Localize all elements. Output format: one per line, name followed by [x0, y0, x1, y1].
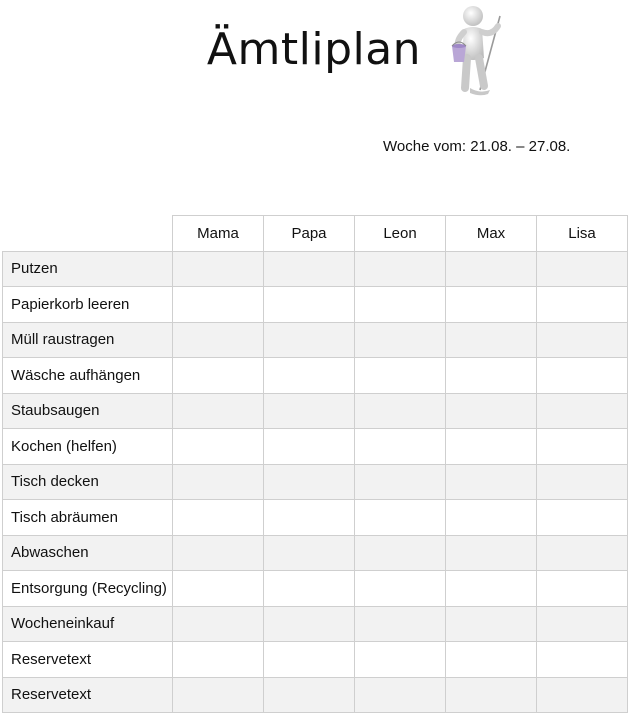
table-row	[3, 535, 628, 571]
assignment-cell[interactable]	[537, 251, 628, 287]
assignment-cell[interactable]	[537, 464, 628, 500]
assignment-cell[interactable]	[537, 358, 628, 394]
assignment-cell[interactable]	[446, 322, 537, 358]
assignment-cell[interactable]	[173, 571, 264, 607]
assignment-cell[interactable]	[173, 642, 264, 678]
assignment-cell[interactable]	[537, 393, 628, 429]
assignment-cell[interactable]	[355, 606, 446, 642]
assignment-cell[interactable]	[173, 606, 264, 642]
assignment-cell[interactable]	[355, 677, 446, 713]
column-header-mama: Mama	[173, 216, 264, 252]
assignment-cell[interactable]	[355, 393, 446, 429]
assignment-cell[interactable]	[446, 287, 537, 323]
assignment-cell[interactable]	[537, 429, 628, 465]
table-row	[3, 464, 628, 500]
assignment-cell[interactable]	[355, 642, 446, 678]
assignment-cell[interactable]	[355, 535, 446, 571]
assignment-cell[interactable]	[355, 358, 446, 394]
column-header-max: Max	[446, 216, 537, 252]
assignment-cell[interactable]	[173, 322, 264, 358]
assignment-cell[interactable]	[446, 393, 537, 429]
assignment-cell[interactable]	[446, 429, 537, 465]
task-label: Reservetext	[3, 677, 173, 713]
assignment-cell[interactable]	[264, 535, 355, 571]
assignment-cell[interactable]	[264, 287, 355, 323]
week-range-label: Woche vom: 21.08. – 27.08.	[383, 138, 571, 155]
assignment-cell[interactable]	[446, 677, 537, 713]
task-label: Tisch abräumen	[3, 500, 173, 536]
assignment-cell[interactable]	[446, 358, 537, 394]
table-row	[3, 500, 628, 536]
cleaner-with-mop-and-bucket-icon	[440, 2, 510, 98]
assignment-cell[interactable]	[446, 251, 537, 287]
task-label: Müll raustragen	[3, 322, 173, 358]
assignment-cell[interactable]	[264, 429, 355, 465]
table-row	[3, 429, 628, 465]
assignment-cell[interactable]	[537, 500, 628, 536]
assignment-cell[interactable]	[446, 642, 537, 678]
assignment-cell[interactable]	[446, 571, 537, 607]
assignment-cell[interactable]	[173, 393, 264, 429]
assignment-cell[interactable]	[537, 677, 628, 713]
task-label: Putzen	[3, 251, 173, 287]
table-row	[3, 287, 628, 323]
assignment-cell[interactable]	[264, 464, 355, 500]
assignment-cell[interactable]	[446, 500, 537, 536]
assignment-cell[interactable]	[173, 677, 264, 713]
corner-cell	[3, 216, 173, 252]
assignment-cell[interactable]	[264, 393, 355, 429]
assignment-cell[interactable]	[173, 429, 264, 465]
assignment-cell[interactable]	[264, 571, 355, 607]
column-header-papa: Papa	[264, 216, 355, 252]
task-label: Wocheneinkauf	[3, 606, 173, 642]
assignment-cell[interactable]	[264, 322, 355, 358]
assignment-cell[interactable]	[355, 322, 446, 358]
header-row	[3, 216, 628, 252]
assignment-cell[interactable]	[264, 642, 355, 678]
assignment-cell[interactable]	[446, 464, 537, 500]
assignment-cell[interactable]	[446, 606, 537, 642]
task-label: Reservetext	[3, 642, 173, 678]
assignment-cell[interactable]	[264, 251, 355, 287]
task-label: Kochen (helfen)	[3, 429, 173, 465]
assignment-cell[interactable]	[173, 358, 264, 394]
page-title: Ämtliplan	[206, 24, 422, 75]
assignment-cell[interactable]	[173, 500, 264, 536]
assignment-cell[interactable]	[537, 571, 628, 607]
assignment-cell[interactable]	[173, 464, 264, 500]
task-label: Papierkorb leeren	[3, 287, 173, 323]
assignment-cell[interactable]	[173, 535, 264, 571]
assignment-cell[interactable]	[537, 535, 628, 571]
chore-table	[2, 215, 628, 713]
assignment-cell[interactable]	[446, 535, 537, 571]
task-label: Entsorgung (Recycling)	[3, 571, 173, 607]
assignment-cell[interactable]	[355, 287, 446, 323]
table-row	[3, 322, 628, 358]
assignment-cell[interactable]	[537, 287, 628, 323]
column-header-lisa: Lisa	[537, 216, 628, 252]
assignment-cell[interactable]	[355, 571, 446, 607]
column-header-leon: Leon	[355, 216, 446, 252]
assignment-cell[interactable]	[355, 251, 446, 287]
table-row	[3, 393, 628, 429]
assignment-cell[interactable]	[264, 606, 355, 642]
assignment-cell[interactable]	[537, 606, 628, 642]
assignment-cell[interactable]	[264, 500, 355, 536]
assignment-cell[interactable]	[173, 251, 264, 287]
assignment-cell[interactable]	[355, 464, 446, 500]
table-row	[3, 677, 628, 713]
assignment-cell[interactable]	[264, 677, 355, 713]
table-row	[3, 571, 628, 607]
assignment-cell[interactable]	[173, 287, 264, 323]
table-row	[3, 642, 628, 678]
assignment-cell[interactable]	[355, 429, 446, 465]
assignment-cell[interactable]	[264, 358, 355, 394]
task-label: Abwaschen	[3, 535, 173, 571]
table-row	[3, 251, 628, 287]
task-label: Tisch decken	[3, 464, 173, 500]
task-label: Staubsaugen	[3, 393, 173, 429]
assignment-cell[interactable]	[355, 500, 446, 536]
table-row	[3, 358, 628, 394]
assignment-cell[interactable]	[537, 642, 628, 678]
task-label: Wäsche aufhängen	[3, 358, 173, 394]
assignment-cell[interactable]	[537, 322, 628, 358]
table-row	[3, 606, 628, 642]
